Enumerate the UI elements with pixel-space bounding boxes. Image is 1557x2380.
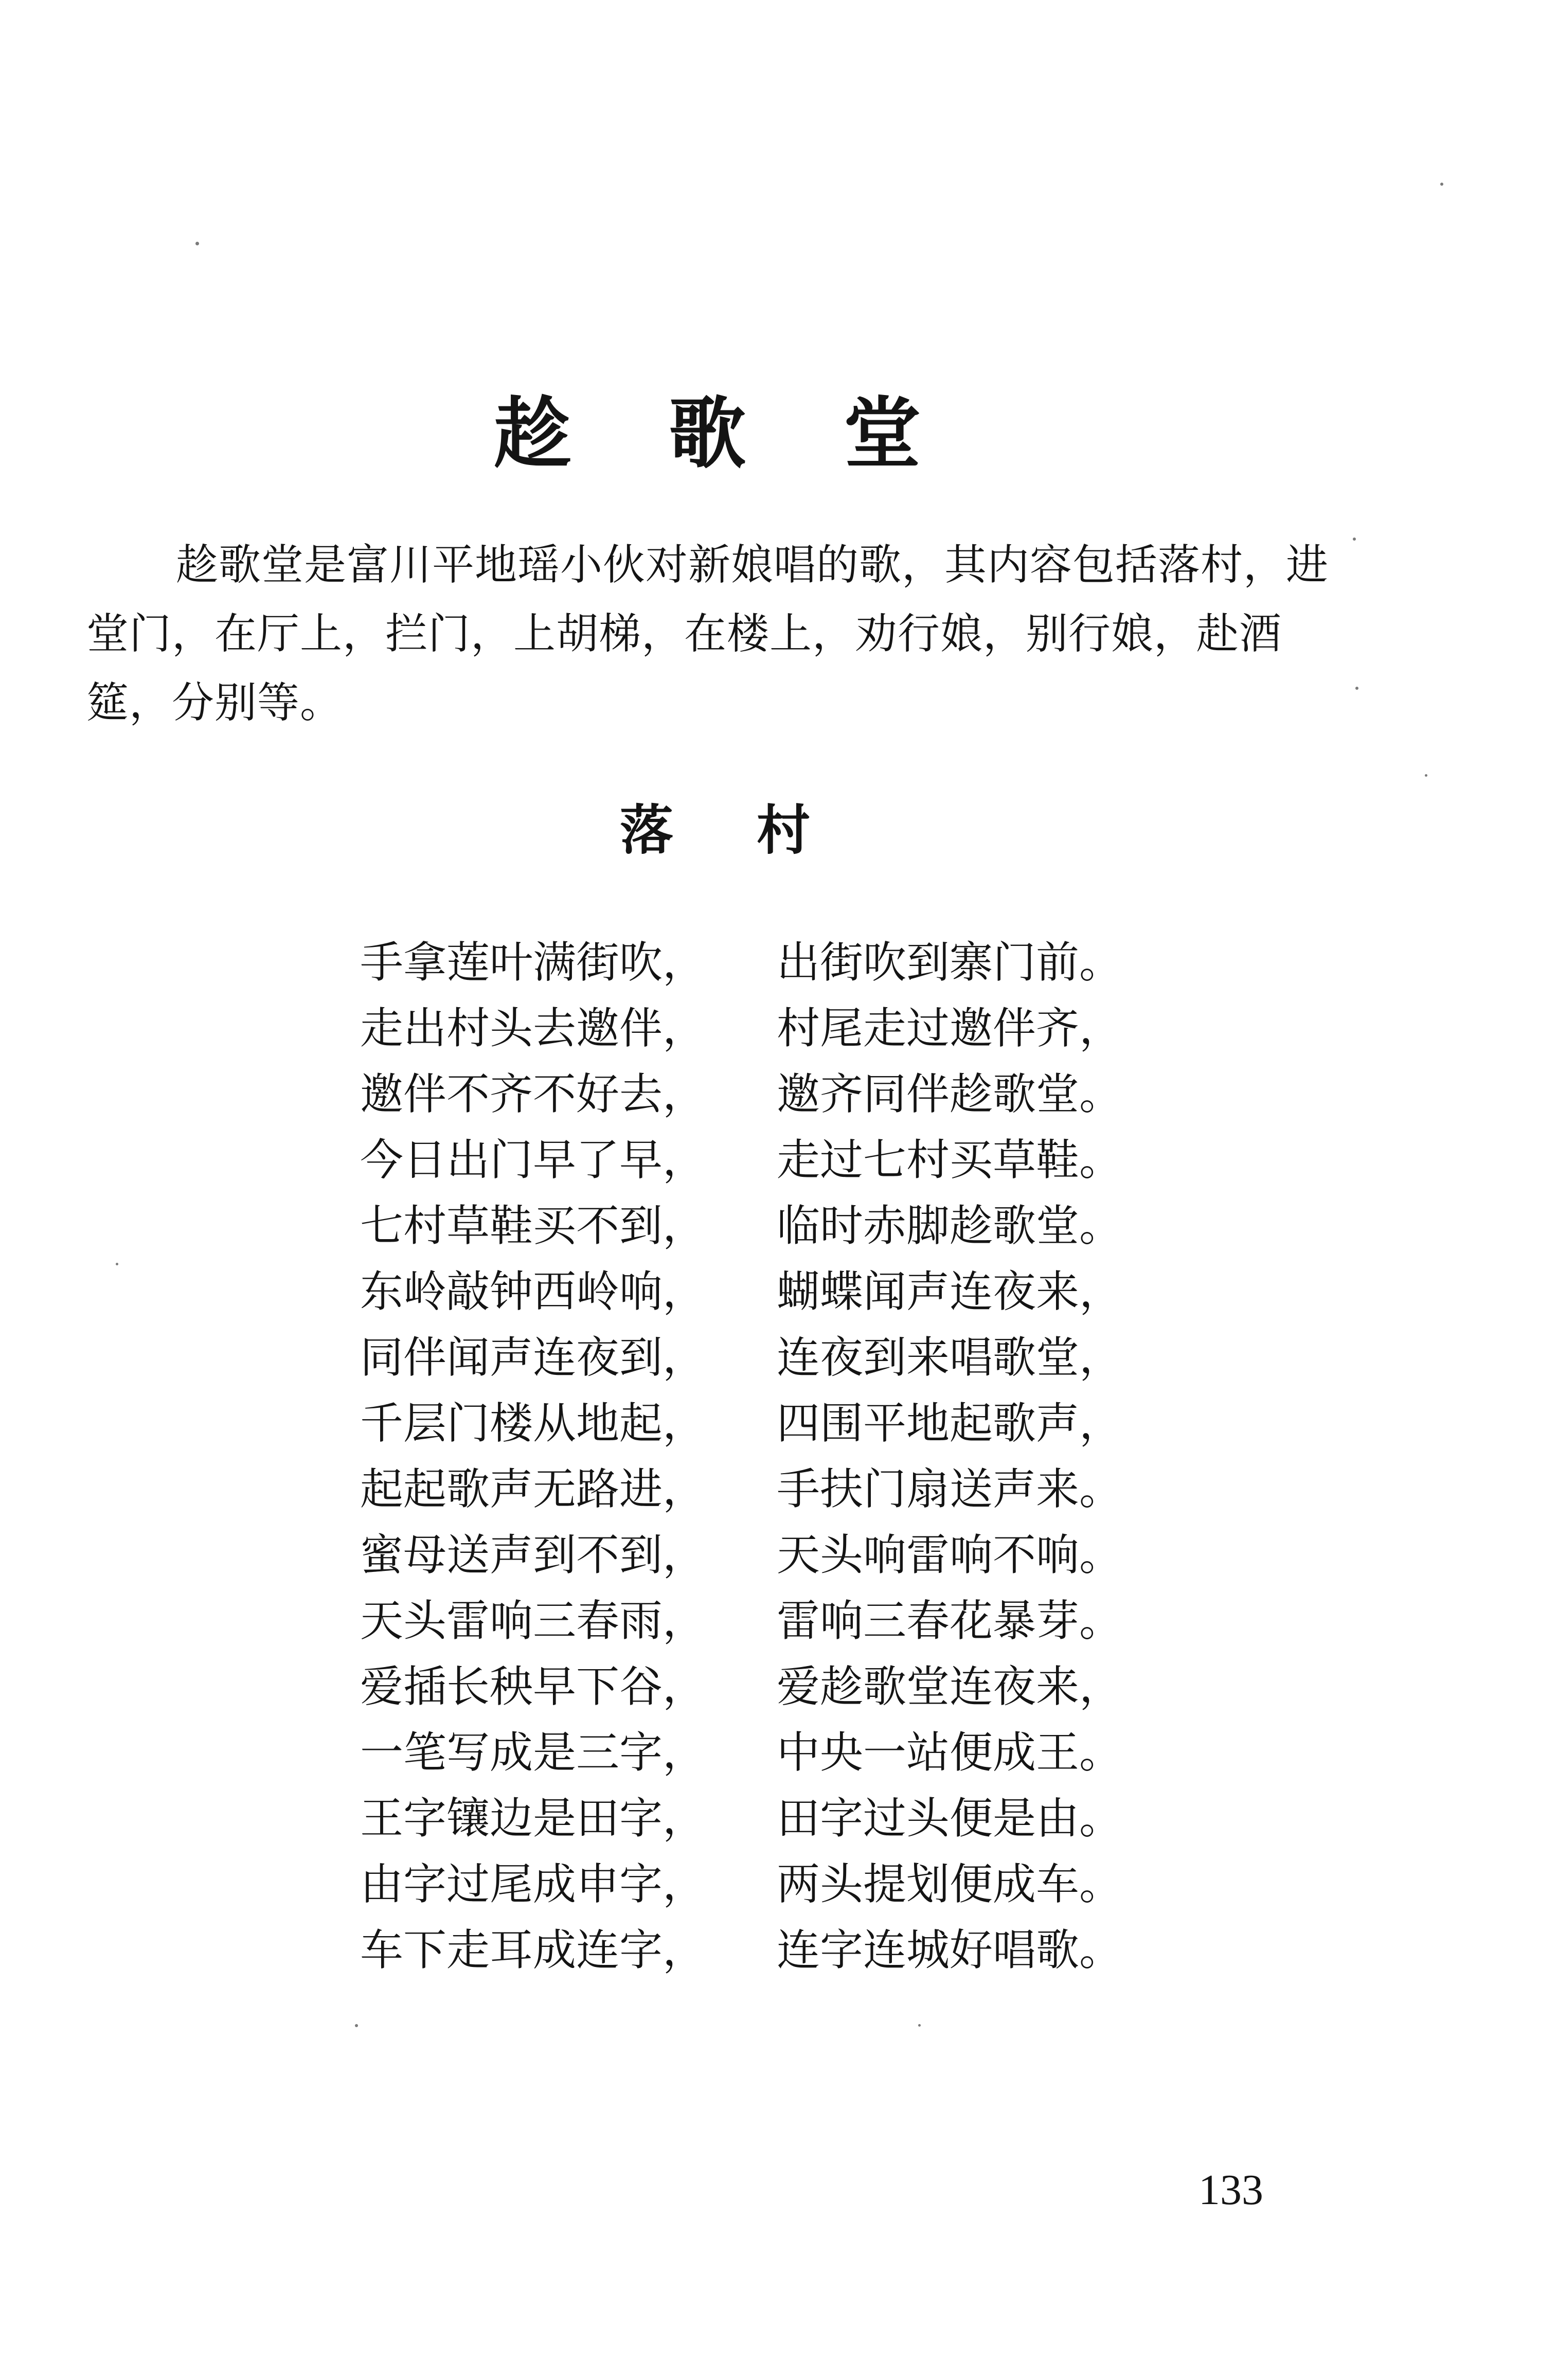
verse-line — [360, 1058, 1132, 1123]
verse-line-right: 田字过头便是由。 — [777, 1793, 1123, 1844]
verse-line-right: 手扶门扇送声来。 — [777, 1463, 1123, 1514]
verse-line — [360, 1716, 1132, 1782]
verse-line-right: 爱趁歌堂连夜来， — [777, 1661, 1123, 1712]
verse-line — [360, 1518, 1132, 1584]
scan-speck — [1440, 183, 1443, 186]
verse-line — [360, 1255, 1132, 1321]
scan-speck — [1353, 538, 1356, 541]
scan-speck — [355, 2024, 358, 2027]
verse-line — [360, 992, 1132, 1058]
verse-line-right: 临时赤脚趁歌堂。 — [777, 1200, 1123, 1251]
verse-line-right: 走过七村买草鞋。 — [777, 1134, 1123, 1185]
verse-line-left: 蜜母送声到不到， — [360, 1529, 706, 1580]
verse-line — [360, 1123, 1132, 1189]
scan-speck — [195, 242, 199, 245]
verse-line-left: 由字过尾成申字， — [360, 1858, 706, 1909]
verse-line-left: 一笔写成是三字， — [360, 1727, 706, 1778]
verse-line — [360, 1848, 1132, 1913]
verse-line-left: 起起歌声无路进， — [360, 1463, 706, 1514]
verse-line — [360, 1782, 1132, 1848]
verse-line-right: 两头提划便成车。 — [777, 1858, 1123, 1909]
verse-line — [360, 1189, 1132, 1255]
verse-line-left: 手拿莲叶满街吹， — [360, 937, 706, 988]
verse-line-right: 雷响三春花暴芽。 — [777, 1595, 1123, 1646]
chapter-title-char: 歌 — [668, 389, 746, 479]
verse-line-right: 中央一站便成王。 — [777, 1727, 1123, 1778]
verse-line-left: 走出村头去邀伴， — [360, 1003, 706, 1053]
verse-line-left: 天头雷响三春雨， — [360, 1595, 706, 1646]
verse-line — [360, 1584, 1132, 1650]
verse-line-right: 连夜到来唱歌堂， — [777, 1332, 1123, 1383]
verse-line-right: 四围平地起歌声， — [777, 1398, 1123, 1448]
verse-line — [360, 1453, 1132, 1518]
scan-speck — [918, 2024, 921, 2027]
verse-line-right: 蝴蝶闻声连夜来， — [777, 1266, 1123, 1317]
verse-line — [360, 1913, 1132, 1979]
section-title-char: 村 — [756, 799, 810, 862]
verse-line-right: 天头响雷响不响。 — [777, 1529, 1123, 1580]
verse-line — [360, 1650, 1132, 1716]
verse-line-right: 连字连城好唱歌。 — [777, 1924, 1123, 1975]
verse-line-right: 邀齐同伴趁歌堂。 — [777, 1068, 1123, 1119]
verse-line-left: 今日出门早了早， — [360, 1134, 706, 1185]
verse-block — [360, 926, 1132, 1979]
verse-line-left: 爱插长秧早下谷， — [360, 1661, 706, 1712]
verse-line-right: 出街吹到寨门前。 — [777, 937, 1123, 988]
chapter-title-char: 趁 — [494, 389, 571, 479]
scan-speck — [1425, 774, 1427, 777]
section-title-char: 落 — [620, 799, 674, 862]
verse-line-left: 七村草鞋买不到， — [360, 1200, 706, 1251]
verse-line-left: 同伴闻声连夜到， — [360, 1332, 706, 1383]
verse-line — [360, 926, 1132, 992]
verse-line-right: 村尾走过邀伴齐， — [777, 1003, 1123, 1053]
verse-line-left: 车下走耳成连字， — [360, 1924, 706, 1975]
verse-line-left: 东岭敲钟西岭响， — [360, 1266, 706, 1317]
intro-paragraph: 趁歌堂是富川平地瑶小伙对新娘唱的歌，其内容包括落村，进堂门，在厅上，拦门，上胡梯，在楼上，劝行娘，别行娘，赴酒筵，分别等。 — [86, 541, 1329, 727]
verse-line-left: 千层门楼从地起， — [360, 1398, 706, 1448]
chapter-title — [494, 370, 921, 484]
verse-line-left: 邀伴不齐不好去， — [360, 1068, 706, 1119]
scan-speck — [116, 1263, 118, 1265]
scan-speck — [1355, 687, 1358, 690]
verse-line-left: 王字镶边是田字， — [360, 1793, 706, 1844]
chapter-title-char: 堂 — [843, 389, 921, 479]
section-title — [620, 787, 810, 864]
page-number: 133 — [1198, 2166, 1263, 2214]
verse-line — [360, 1321, 1132, 1387]
verse-line — [360, 1387, 1132, 1453]
